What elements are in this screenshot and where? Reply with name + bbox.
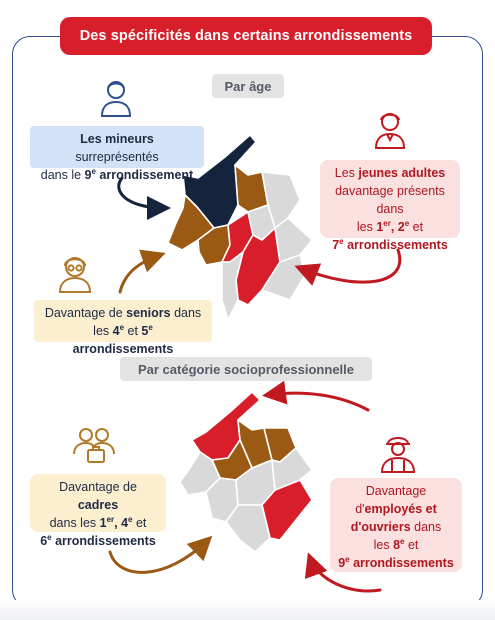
arrow-employes-top xyxy=(268,393,368,410)
worker-icon xyxy=(378,432,418,474)
map-csp xyxy=(180,392,312,552)
senior-icon xyxy=(56,252,94,294)
callout-employes-ouvriers: Davantage d'employés et d'ouvriers dans les 8e et 9e arrondissements xyxy=(330,478,462,572)
arrow-seniors xyxy=(120,255,160,292)
section-label-csp: Par catégorie socioprofessionnelle xyxy=(120,357,372,381)
young-adult-icon xyxy=(372,110,408,150)
arrow-jeunes xyxy=(300,250,400,282)
executives-icon xyxy=(72,424,116,466)
callout-cadres: Davantage de cadres dans les 1er, 4e et 6e arrondissements xyxy=(30,474,166,532)
district-grey-i xyxy=(226,505,270,552)
district-grey-b xyxy=(275,218,312,262)
section-label-age: Par âge xyxy=(212,74,284,98)
bottom-fade xyxy=(0,600,495,620)
callout-seniors: Davantage de seniors dans les 4e et 5e arrondissements xyxy=(34,300,212,342)
child-icon xyxy=(98,78,134,118)
callout-mineurs: Les mineurs surreprésentés dans le 9e arrondissement xyxy=(30,126,204,168)
callout-jeunes-adultes: Les jeunes adultes davantage présents dans les 1er, 2e et 7e arrondissements xyxy=(320,160,460,238)
main-title: Des spécificités dans certains arrondissements xyxy=(60,17,432,55)
